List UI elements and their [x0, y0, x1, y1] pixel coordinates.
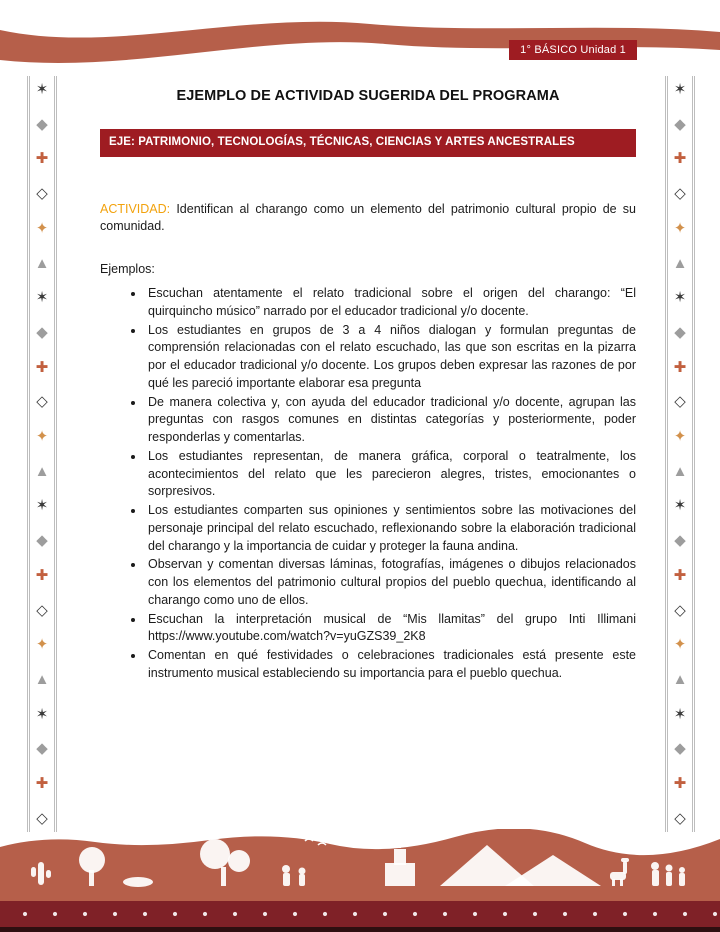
bottom-pattern-strip	[0, 901, 720, 932]
ejemplo-item-4: • Los estudiantes representan, de manera gráfica, corporal o teatralmente, los acontecimientos del relato que les parecieron alegres, tristes, emocionantes o sorpresivos.	[145, 448, 636, 501]
textile-motif-icon: ✶	[35, 81, 49, 98]
textile-motif-icon: ◇	[36, 809, 48, 827]
ejemplo-item-2: • Los estudiantes en grupos de 3 a 4 niños dialogan y formulan preguntas de comprensión relacionadas con el relato escuchado, las que son escritas en la pizarra por el educador tradicional y/o docente. Los grupos deben expresar las razones de por qué les pareció importante elaborar esa pregunta	[145, 322, 636, 393]
textile-motif-icon: ◆	[36, 532, 48, 550]
textile-motif-icon: ◇	[36, 393, 48, 411]
textile-motif-icon: ✦	[35, 428, 49, 446]
textile-motif-icon: ✶	[35, 497, 49, 515]
textile-motif-icon: ▲	[34, 670, 50, 688]
textile-motif-icon: ◇	[674, 601, 686, 619]
andean-landscape-silhouette	[0, 829, 720, 901]
textile-motif-icon: ✚	[35, 566, 49, 584]
textile-motif-icon: ✶	[673, 289, 687, 307]
textile-motif-icon: ◇	[36, 601, 48, 619]
actividad-label: ACTIVIDAD:	[100, 201, 171, 216]
textile-motif-icon: ✚	[35, 150, 49, 168]
ejemplos-list	[100, 285, 636, 683]
ejemplos-label: Ejemplos:	[100, 262, 155, 276]
right-textile-border	[665, 76, 695, 832]
textile-motif-icon: ▲	[672, 462, 688, 480]
textile-motif-icon: ✚	[673, 775, 687, 793]
textile-motif-icon: ▲	[672, 254, 688, 272]
left-textile-border	[27, 76, 57, 832]
textile-motif-icon: ✚	[673, 358, 687, 376]
textile-motif-icon: ✦	[35, 636, 49, 654]
footer-illustration	[0, 829, 720, 932]
textile-motif-icon: ✚	[35, 358, 49, 376]
ejemplo-item-6: • Observan y comentan diversas láminas, fotografías, imágenes o dibujos relacionados con los elementos del patrimonio cultural propios del pueblo quechua, identificando al charango como uno de ellos.	[145, 556, 636, 609]
page-title: EJEMPLO DE ACTIVIDAD SUGERIDA DEL PROGRAMA	[176, 88, 560, 104]
textile-motif-icon: ✦	[673, 219, 687, 237]
textile-motif-icon: ✶	[673, 81, 687, 98]
ejemplo-item-1: • Escuchan atentamente el relato tradicional sobre el origen del charango: “El quirquincho músico” narrado por el educador tradicional y/o docente.	[145, 285, 636, 321]
textile-motif-icon: ✦	[35, 219, 49, 237]
textile-motif-icon: ▲	[672, 670, 688, 688]
textile-motif-icon: ✚	[673, 150, 687, 168]
actividad-text: Identifican al charango como un elemento del patrimonio cultural propio de su comunidad.	[100, 201, 636, 234]
textile-motif-icon: ▲	[34, 254, 50, 272]
textile-motif-icon: ◇	[674, 185, 686, 203]
textile-motif-icon: ◆	[674, 115, 686, 133]
textile-motif-icon: ◇	[674, 393, 686, 411]
textile-motif-icon: ◇	[674, 809, 686, 827]
textile-motif-icon: ◆	[674, 740, 686, 758]
textile-motif-icon: ◆	[36, 323, 48, 341]
main-content	[100, 88, 636, 684]
ejemplo-item-8: • Comentan en qué festividades o celebraciones tradicionales está presente este instrumento musical estableciendo su importancia para el pueblo quechua.	[145, 647, 636, 683]
textile-motif-icon: ✶	[35, 289, 49, 307]
top-wave-decoration	[0, 0, 720, 76]
ejemplo-item-3: • De manera colectiva y, con ayuda del educador tradicional y/o docente, agrupan las preguntas con rasgos comunes en distintas categorías y posteriormente, poder responderlas y comentarlas.	[145, 394, 636, 447]
textile-motif-icon: ✶	[673, 497, 687, 515]
textile-motif-icon: ▲	[34, 462, 50, 480]
textile-motif-icon: ✚	[673, 566, 687, 584]
eje-banner: EJE: PATRIMONIO, TECNOLOGÍAS, TÉCNICAS, CIENCIAS Y ARTES ANCESTRALES	[100, 129, 636, 157]
textile-motif-icon: ◆	[674, 532, 686, 550]
textile-motif-icon: ✚	[35, 775, 49, 793]
ejemplo-item-7: • Escuchan la interpretación musical de “Mis llamitas” del grupo Inti Illimani https://www.youtube.com/watch?v=yuGZS39_2K8	[145, 611, 636, 647]
textile-motif-icon: ✶	[35, 705, 49, 723]
ejemplo-item-5: • Los estudiantes comparten sus opiniones y sentimientos sobre las motivaciones del personaje principal del relato escuchado, reflexionando sobre la elaboración tradicional del charango y la importancia de cuidar y proteger la fauna andina.	[145, 502, 636, 555]
textile-motif-icon: ✦	[673, 428, 687, 446]
textile-motif-icon: ◆	[674, 323, 686, 341]
textile-motif-icon: ✶	[673, 705, 687, 723]
actividad-paragraph	[100, 201, 636, 237]
textile-motif-icon: ✦	[673, 636, 687, 654]
unit-badge: 1° BÁSICO Unidad 1	[509, 40, 637, 60]
textile-motif-icon: ◆	[36, 115, 48, 133]
textile-motif-icon: ◆	[36, 740, 48, 758]
textile-motif-icon: ◇	[36, 185, 48, 203]
